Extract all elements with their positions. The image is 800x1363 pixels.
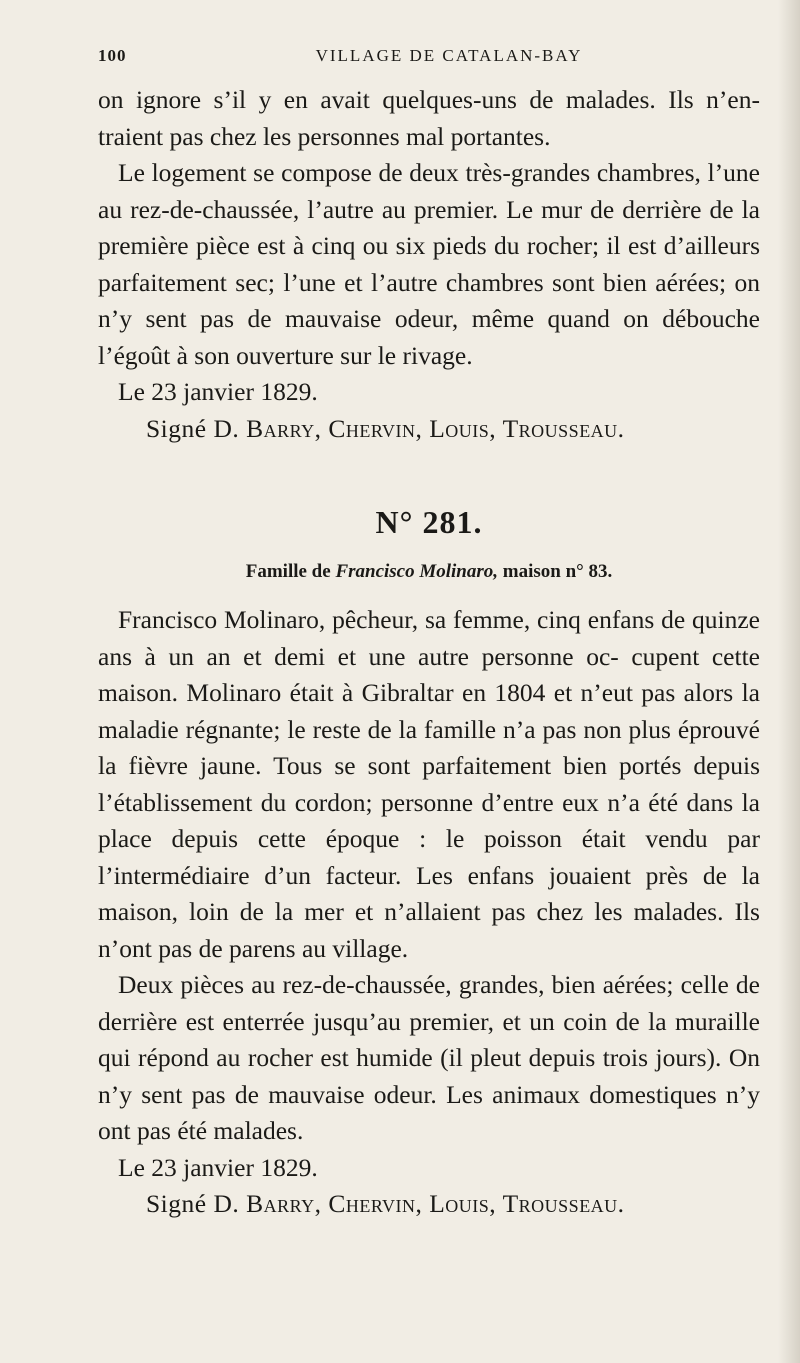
signatories: D. Barry, Chervin, Louis, Trousseau.: [213, 413, 625, 443]
family-prefix: Famille de: [245, 561, 331, 582]
text-block-previous-entry: [98, 82, 760, 447]
paragraph: Le logement se compose de deux très-grandes chambres, l’une au rez-de-chaussée, l’autre au premier. Le mur de derrière de la première pièce est à cinq ou six pieds du rocher; il est d’ailleurs parfaitement sec; l’une et l’autre chambres sont bien aérées; on n’y sent pas de mauvaise odeur, même quand on débouche l’égoût à son ouverture sur le rivage.: [98, 158, 760, 370]
text-block-entry-281: [98, 602, 760, 1223]
signature-line: [98, 1186, 760, 1223]
page-number: 100: [98, 46, 127, 65]
paragraph: Francisco Molinaro, pêcheur, sa femme, cinq enfans de quinze ans à un an et demi et une autre personne oc- cupent cette maison. Molinaro était à Gibraltar en 1804 et n’eut pas alors la maladie régnante; le reste de la famille n’a pas non plus éprouvé la fièvre jaune. Tous se sont parfaitement bien portés depuis l’établissement du cordon; personne d’entre eux n’a été dans la place depuis cette époque : le poisson était vendu par l’intermédiaire d’un facteur. Les enfans jouaient près de la maison, loin de la mer et n’allaient pas chez les malades. Ils n’ont pas de parens au village.: [98, 605, 760, 963]
paragraph: on ignore s’il y en avait quelques-uns de malades. Ils n’en- traient pas chez les personnes mal portantes.: [98, 85, 760, 151]
running-title: VILLAGE DE CATALAN-BAY: [315, 46, 583, 65]
signed-prefix: Signé: [146, 413, 207, 443]
dateline: Le 23 janvier 1829.: [118, 377, 318, 406]
entry-number: N° 281.: [375, 504, 483, 540]
signature-line: [98, 411, 760, 448]
running-header: [98, 46, 760, 72]
family-name: Francisco Molinaro,: [335, 561, 499, 582]
paragraph: Deux pièces au rez-de-chaussée, grandes, bien aérées; celle de derrière est enterrée jusqu’au premier, et un coin de la muraille qui répond au rocher est humide (il pleut depuis trois jours). On n’y sent pas de mauvaise odeur. Les animaux domestiques n’y ont pas été malades.: [98, 970, 760, 1145]
page-edge-shadow: [778, 0, 800, 1363]
family-house: maison n° 83.: [502, 561, 613, 582]
family-heading: [98, 561, 760, 583]
dateline: Le 23 janvier 1829.: [118, 1152, 318, 1182]
signed-prefix: Signé: [146, 1189, 207, 1218]
signatories: D. Barry, Chervin, Louis, Trousseau.: [213, 1189, 625, 1218]
